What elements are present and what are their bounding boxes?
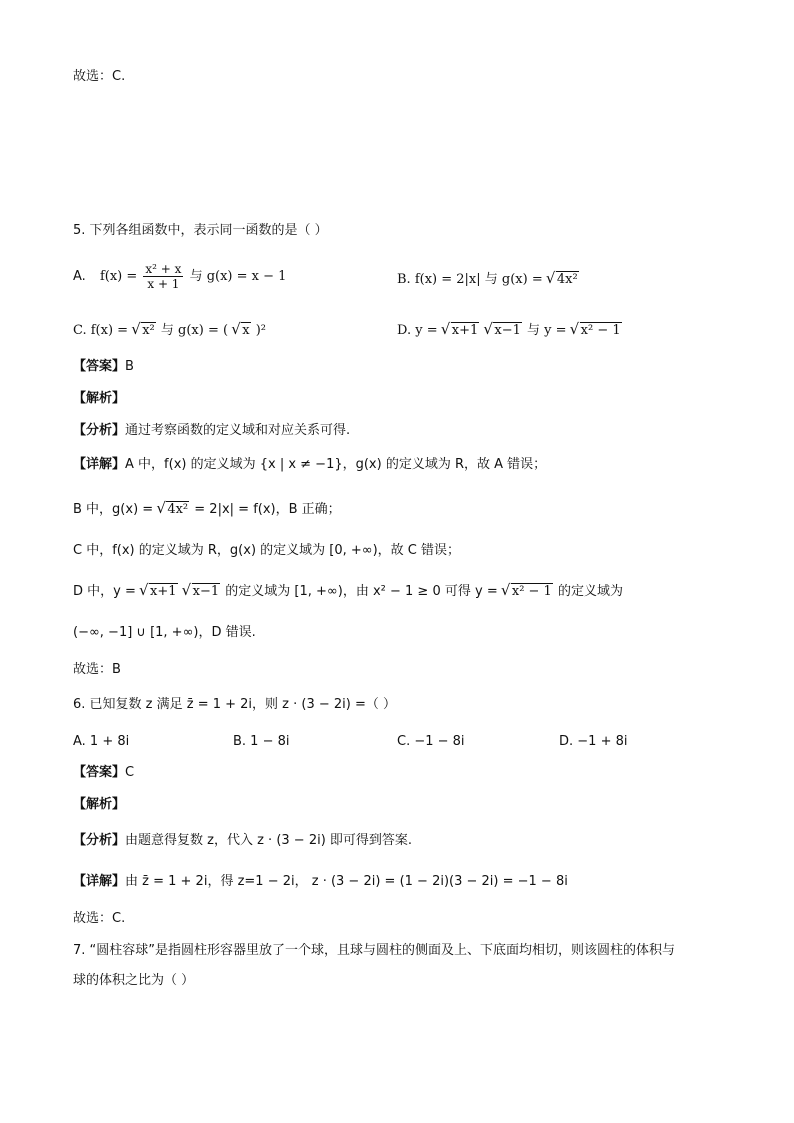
- fraction-numerator: x² + x: [145, 262, 182, 276]
- q5-option-d-text: D. y =: [397, 323, 438, 338]
- detail-tag: 【详解】: [73, 874, 126, 889]
- q5-option-a-fraction: [143, 262, 183, 291]
- sqrt-expression: [157, 501, 189, 519]
- detail-d-mid: 的定义域为 [1, +∞)，由 x² − 1 ≥ 0 可得 y =: [225, 584, 498, 599]
- sqrt-expression: [484, 322, 522, 340]
- q5-analysis: [73, 422, 350, 440]
- detail-d-pre: D 中，y =: [73, 584, 136, 599]
- q5-detail-d: [73, 583, 623, 601]
- q5-detail-b: [73, 501, 341, 519]
- previous-answer-choice: 故选：C.: [73, 69, 126, 84]
- q5-option-a-label: A.: [73, 269, 86, 284]
- q5-option-b: [397, 271, 580, 289]
- radicand: 4x²: [167, 502, 189, 517]
- q5-option-c-mid: 与 g(x) = (: [160, 323, 229, 338]
- sqrt-expression: [140, 583, 178, 601]
- analysis-tag: 【分析】: [73, 833, 126, 848]
- sqrt-expression: [132, 322, 156, 340]
- detail-b-post: = 2|x| = f(x)，B 正确；: [194, 502, 341, 517]
- fraction-denominator: x + 1: [147, 277, 180, 291]
- radicand: x² − 1: [580, 323, 621, 338]
- q5-option-c-end: )²: [255, 323, 266, 338]
- radicand: x+1: [150, 584, 177, 599]
- question-5-stem: 5. 下列各组函数中，表示同一函数的是（ ）: [73, 223, 328, 238]
- q6-answer: [73, 764, 134, 782]
- q6-option-d: D. −1 + 8i: [559, 734, 628, 749]
- sqrt-expression: [183, 583, 221, 601]
- q5-option-a-fx: f(x) =: [99, 269, 138, 284]
- detail-d-post: 的定义域为: [557, 584, 623, 599]
- q6-option-a: A. 1 + 8i: [73, 734, 130, 749]
- radicand: x²: [142, 323, 155, 338]
- question-7-stem-line1: 7. “圆柱容球”是指圆柱形容器里放了一个球，且球与圆柱的侧面及上、下底面均相切，则该圆柱的体积与: [73, 943, 676, 958]
- question-6-stem: 6. 已知复数 z 满足 z̄ = 1 + 2i，则 z · (3 − 2i) =（ ）: [73, 697, 397, 712]
- q6-detail: [73, 873, 568, 891]
- detail-text: A 中，f(x) 的定义域为 {x | x ≠ −1}，g(x) 的定义域为 R，故 A 错误；: [125, 457, 547, 472]
- q6-analysis: [73, 832, 412, 850]
- q6-jiexi-heading: 【解析】: [73, 797, 126, 812]
- radicand: x: [242, 323, 250, 338]
- q5-answer: [73, 358, 134, 376]
- answer-tag: 【答案】: [73, 765, 126, 780]
- sqrt-expression: [442, 322, 480, 340]
- q5-option-c: [73, 322, 266, 340]
- q5-option-d-mid: 与 y =: [527, 323, 567, 338]
- analysis-tag: 【分析】: [73, 423, 126, 438]
- analysis-text: 通过考察函数的定义域和对应关系可得.: [125, 423, 351, 438]
- q6-option-b: B. 1 − 8i: [233, 734, 290, 749]
- detail-text: 由 z̄ = 1 + 2i，得 z=1 − 2i， z · (3 − 2i) = (1 − 2i)(3 − 2i) = −1 − 8i: [125, 874, 568, 889]
- q5-detail-d-continued: (−∞, −1] ∪ [1, +∞)，D 错误.: [73, 625, 256, 640]
- q5-option-a: [73, 262, 286, 291]
- q5-option-c-text: C. f(x) =: [73, 323, 129, 338]
- answer-value: C: [125, 765, 135, 780]
- sqrt-expression: [232, 322, 250, 340]
- radicand: x² − 1: [511, 584, 552, 599]
- analysis-text: 由题意得复数 z，代入 z · (3 − 2i) 即可得到答案.: [125, 833, 413, 848]
- q5-detail-c: C 中，f(x) 的定义域为 R，g(x) 的定义域为 [0, +∞)，故 C 错误；: [73, 543, 461, 558]
- sqrt-expression: [571, 322, 622, 340]
- radicand: x+1: [451, 323, 479, 338]
- q5-jiexi-heading: 【解析】: [73, 391, 126, 406]
- q5-option-b-text: B. f(x) = 2|x| 与 g(x) =: [397, 272, 543, 287]
- q6-choice: 故选：C.: [73, 911, 126, 926]
- radicand: x−1: [494, 323, 521, 338]
- q5-option-d: [397, 322, 623, 340]
- q5-option-a-tail: 与 g(x) = x − 1: [189, 269, 287, 284]
- sqrt-expression: [502, 583, 553, 601]
- sqrt-expression: [547, 271, 579, 289]
- radicand: x−1: [192, 584, 220, 599]
- question-7-stem-line2: 球的体积之比为（ ）: [73, 973, 195, 988]
- answer-tag: 【答案】: [73, 359, 126, 374]
- q5-detail-a: [73, 456, 546, 474]
- detail-tag: 【详解】: [73, 457, 126, 472]
- answer-value: B: [125, 359, 134, 374]
- q6-option-c: C. −1 − 8i: [397, 734, 465, 749]
- q5-choice: 故选：B: [73, 662, 121, 677]
- detail-b-pre: B 中，g(x) =: [73, 502, 154, 517]
- radicand: 4x²: [556, 272, 578, 287]
